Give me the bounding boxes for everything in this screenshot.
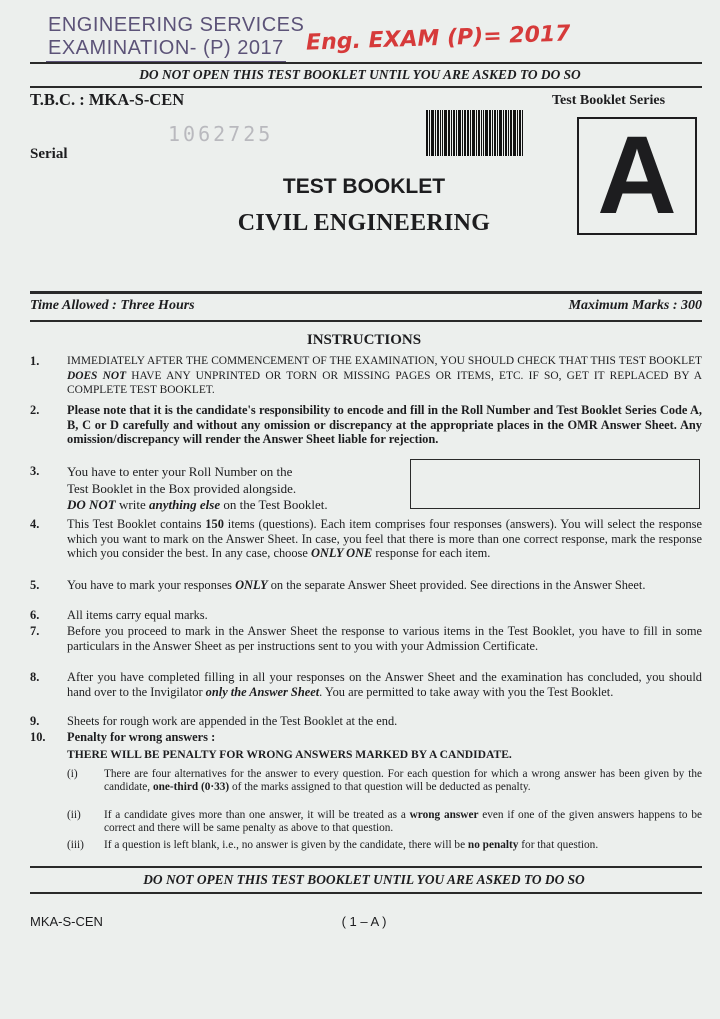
instruction-number: 9. [30,714,40,728]
header-rule [30,86,702,88]
band-top-rule [30,291,702,294]
penalty-item-ii [104,809,702,834]
handwritten-note: Eng. EXAM (P)= 2017 [305,21,571,56]
penalty-title: Penalty for wrong answers : [67,730,216,744]
series-letter: A [597,114,677,237]
stamp-line-1: ENGINEERING SERVICES [48,14,305,36]
booklet-title: TEST BOOKLET [282,175,446,198]
penalty-item-iii [104,839,702,852]
instruction-8-text-b: . You are permitted to take away with you the Test Booklet. [319,684,614,699]
penalty-item-i-emphasis: one-third (0·33) [152,780,230,793]
instruction-6: All items carry equal marks. [67,608,208,622]
penalty-subtitle: THERE WILL BE PENALTY FOR WRONG ANSWERS MARKED BY A CANDIDATE. [67,748,512,761]
tbc-code: T.B.C. : MKA-S-CEN [30,90,185,109]
sub-item-number: (ii) [67,809,81,821]
serial-number: 1062725 [168,122,274,146]
instruction-9: Sheets for rough work are appended in the Test Booklet at the end. [67,714,398,728]
instruction-1-text-a: IMMEDIATELY AFTER THE COMMENCEMENT OF THE EXAMINATION, YOU SHOULD CHECK THAT THIS TEST BOOKLET [67,355,702,367]
series-label: Test Booklet Series [552,93,666,108]
instruction-7: Before you proceed to mark in the Answer Sheet the response to various items in the Test Booklet, you have to fill in some particulars in the Answer Sheet as per instructions sent to you with your Admission Certificate. [67,624,702,653]
penalty-item-ii-emphasis: wrong answer [409,809,479,821]
instruction-number: 3. [30,464,40,478]
instruction-number: 7. [30,624,40,638]
instruction-3-line-3 [67,497,397,514]
instruction-3-text: write [115,497,149,512]
penalty-item-iii-text-a: If a question is left blank, i.e., no answer is given by the candidate, there will be [104,839,468,851]
instructions-heading: INSTRUCTIONS [306,332,422,348]
instruction-8-emphasis: only the Answer Sheet [205,684,320,699]
serial-label: Serial [30,146,68,162]
instruction-5-text-b: on the separate Answer Sheet provided. See directions in the Answer Sheet. [267,578,646,592]
instruction-4-text-b: items (questions). Each item comprises four responses (answers). You will select the response which you want to mark on the Answer Sheet. In case, you feel that there is more than one correct response, mark the response which you consider the best. In any case, choose [67,517,702,561]
instruction-8 [67,670,702,699]
roll-number-box[interactable] [410,459,700,509]
penalty-item-ii-text-b: even if one of the given answers happens to be correct and there will be same penalty as above to that question. [104,809,702,834]
instruction-number: 1. [30,354,40,368]
stamp-line-2: EXAMINATION- (P) 2017 [48,37,284,59]
penalty-item-iii-emphasis: no penalty [467,839,519,851]
page-number: ( 1 – A ) [341,914,387,929]
instruction-1-emphasis: DOES NOT [67,369,127,382]
footer-code: MKA-S-CEN [30,914,103,929]
instruction-3-line-2: Test Booklet in the Box provided alongside. [67,480,297,496]
penalty-item-iii-text-b: for that question. [518,839,599,851]
max-marks: Maximum Marks : 300 [568,298,702,313]
warning-bottom: DO NOT OPEN THIS TEST BOOKLET UNTIL YOU ARE ASKED TO DO SO [143,872,585,887]
exam-stamp [48,14,304,59]
instruction-3-emphasis-a: DO NOT [67,497,116,512]
instruction-1-text-b: HAVE ANY UNPRINTED OR TORN OR MISSING PAGES OR ITEMS, ETC. IF SO, GET IT REPLACED BY A COMPLETE TEST BOOKLET. [67,369,702,397]
instruction-3-text-end: on the Test Booklet. [220,497,328,512]
penalty-item-ii-text-a: If a candidate gives more than one answer, it will be treated as a [104,809,410,821]
instruction-3-line-1: You have to enter your Roll Number on the [67,464,293,479]
item-count: 150 [205,517,224,531]
instruction-5-emphasis: ONLY [235,578,268,592]
instruction-number: 6. [30,608,40,622]
warning-top: DO NOT OPEN THIS TEST BOOKLET UNTIL YOU ARE ASKED TO DO SO [139,67,581,82]
penalty-item-i-text-a: There are four alternatives for the answer to every question. For each question for which a wrong answer has been given by the candidate, [104,768,702,793]
sub-item-number: (i) [67,768,78,780]
instruction-number: 4. [30,517,40,531]
instruction-5-text-a: You have to mark your responses [67,578,236,592]
penalty-item-i-text-b: of the marks assigned to that question will be deducted as penalty. [229,780,531,793]
top-rule [30,62,702,64]
penalty-item-i [104,768,702,793]
subject-title: CIVIL ENGINEERING [237,210,491,236]
instruction-number: 10. [30,730,46,744]
sub-item-number: (iii) [67,839,84,851]
instruction-4-text-a: This Test Booklet contains [67,517,206,531]
instruction-number: 5. [30,578,40,592]
bottom-rule [30,892,702,894]
instruction-8-text-a: After you have completed filling in all your responses on the Answer Sheet and the examination has concluded, you should hand over to the Invigilator [67,670,702,699]
instruction-3 [67,464,397,514]
instruction-number: 8. [30,670,40,684]
band-bottom-rule [30,320,702,322]
instruction-4-text-c: response for each item. [372,546,491,561]
instruction-1 [67,354,702,398]
bottom-rule-top [30,866,702,868]
instruction-4-emphasis: ONLY ONE [310,546,373,561]
instruction-3-emphasis-b: anything else [148,497,221,512]
time-allowed: Time Allowed : Three Hours [30,298,195,313]
instruction-number: 2. [30,403,40,417]
instruction-5 [67,578,702,593]
barcode [426,110,540,156]
instruction-4 [67,517,702,561]
instruction-2: Please note that it is the candidate's responsibility to encode and fill in the Roll Number and Test Booklet Series Code A, B, C or D carefully and without any omission or discrepancy at the appropriate places in the OMR Answer Sheet. Any omission/discrepancy will render the Answer Sheet liable for rejection. [67,403,702,447]
